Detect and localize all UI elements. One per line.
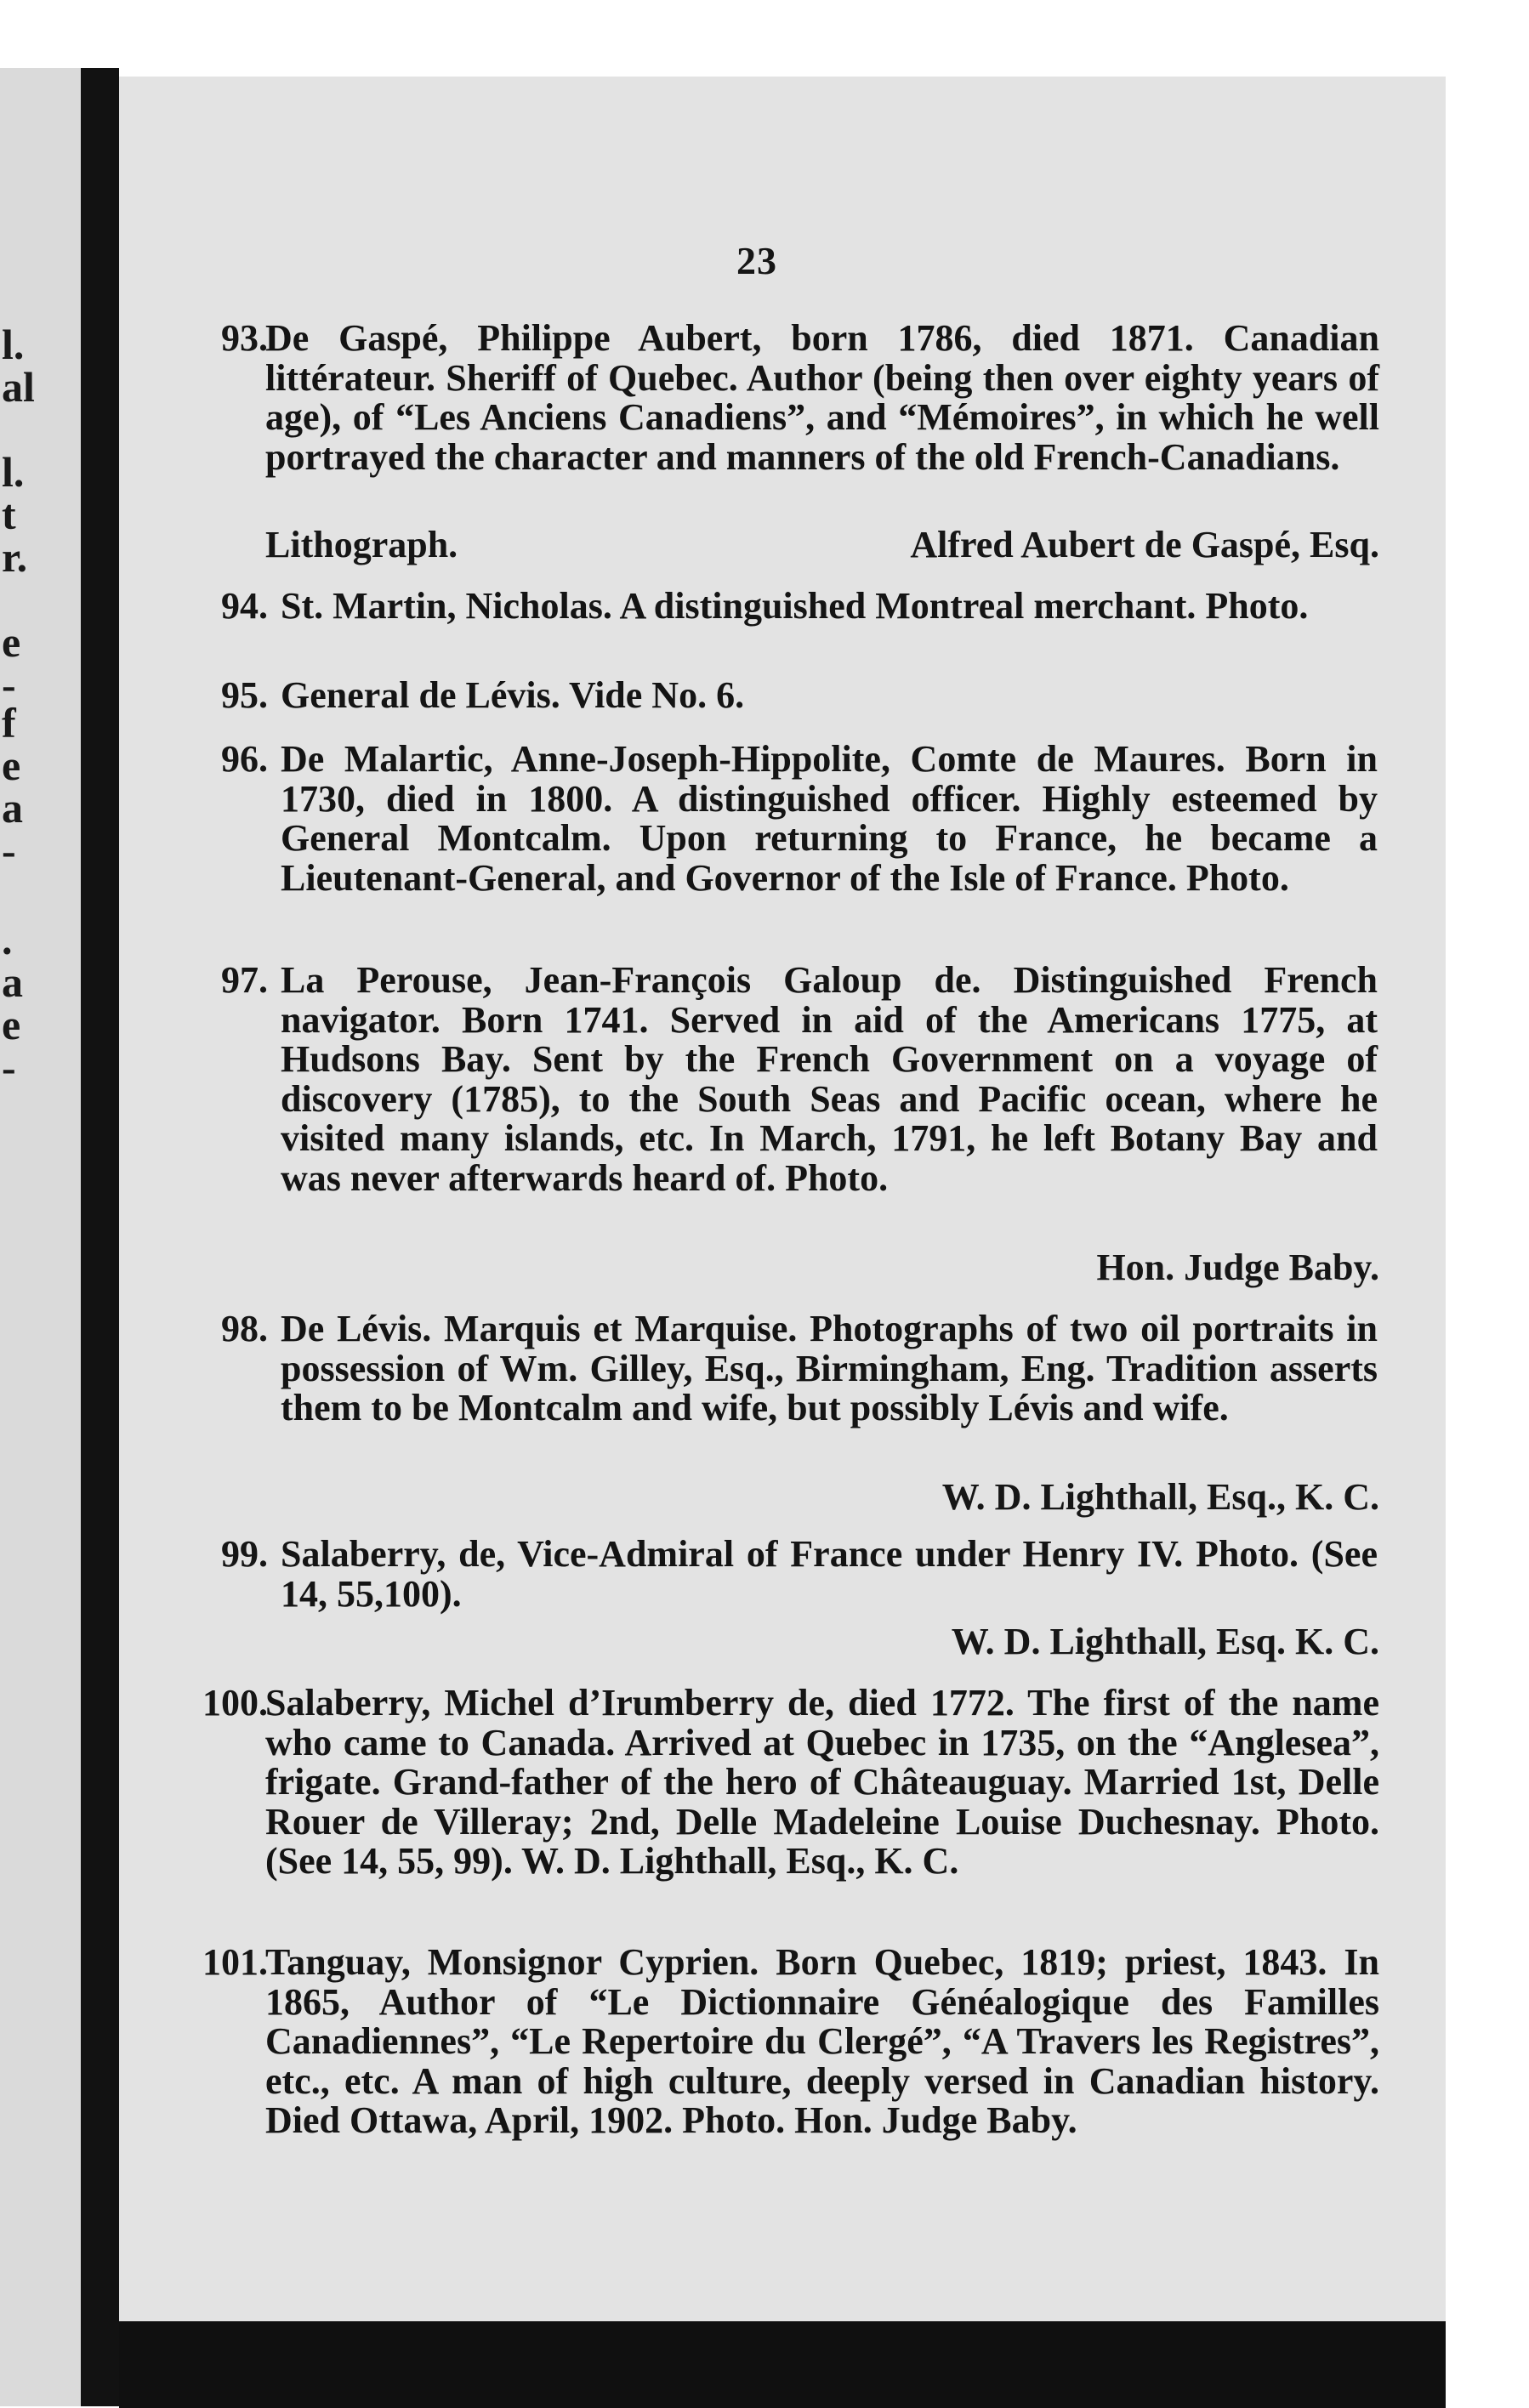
book-gutter — [81, 68, 119, 2406]
page-number: 23 — [736, 239, 777, 282]
entry-number: 94. — [221, 585, 268, 627]
margin-fragment: r. — [2, 533, 28, 581]
entry-text: General de Lévis. Vide No. 6. — [281, 674, 745, 716]
entry-credit: Alfred Aubert de Gaspé, Esq. — [910, 524, 1379, 565]
entry-number: 99. — [221, 1533, 268, 1575]
entry-credit: W. D. Lighthall, Esq., K. C. — [941, 1476, 1379, 1518]
margin-fragment: . — [2, 916, 13, 963]
entry-text: De Lévis. Marquis et Marquise. Photographs of two oil portraits in possession of Wm. Gilley, Esq., Birmingham, Eng. Tradition asserts them to be Montcalm and wife, but possibly Lévis and wife. — [281, 1308, 1378, 1428]
margin-fragment: - — [2, 661, 16, 708]
margin-fragment: - — [2, 1043, 16, 1091]
entry-number: 95. — [221, 674, 268, 716]
entry-text: La Perouse, Jean-François Galoup de. Distinguished French navigator. Born 1741. Served in aid of the Americans 1775, at Hudsons Bay. Sent by the French Government on a voyage of discovery (1785), to the South Seas and Pacific ocean, where he visited many islands, etc. In March, 1791, he left Botany Bay and was never afterwards heard of. Photo. — [281, 959, 1378, 1199]
entry-credit: W. D. Lighthall, Esq. K. C. — [951, 1621, 1379, 1662]
entry-text: Salaberry, de, Vice-Admiral of France under Henry IV. Photo. (See 14, 55,100). — [281, 1533, 1378, 1615]
entry-credit-row — [265, 523, 1379, 564]
entry-credit: Hon. Judge Baby. — [1096, 1247, 1379, 1288]
margin-fragment: a — [2, 958, 23, 1006]
margin-fragment: al — [2, 363, 35, 411]
entry-number: 101. — [202, 1941, 268, 1983]
margin-fragment: e — [2, 618, 21, 666]
margin-fragment: e — [2, 741, 21, 789]
entry-number: 96. — [221, 738, 268, 780]
facing-page-fragments — [0, 68, 81, 2406]
margin-fragment: - — [2, 826, 16, 874]
margin-fragment: t — [2, 491, 16, 538]
margin-fragment: l. — [2, 448, 25, 496]
book-page — [119, 77, 1446, 2321]
entry-number: 100. — [202, 1682, 268, 1724]
entry-number: 97. — [221, 959, 268, 1001]
margin-fragment: a — [2, 784, 23, 832]
scan-top-border — [0, 0, 1529, 68]
margin-fragment: l. — [2, 321, 25, 368]
entry-number: 93. — [221, 317, 268, 359]
scan-right-border — [1446, 68, 1529, 2408]
entry-text: St. Martin, Nicholas. A distinguished Montreal merchant. Photo. — [281, 585, 1309, 627]
entry-text: Tanguay, Monsignor Cyprien. Born Quebec, 1819; priest, 1843. In 1865, Author of “Le Dictionnaire Généalogique des Familles Canadiennes”, “Le Repertoire du Clergé”, “A Travers les Registres”, etc., etc. A man of high culture, deeply versed in Canadian history. Died Ottawa, April, 1902. Photo. Hon. Judge Baby. — [265, 1941, 1379, 2141]
entry-number: 98. — [221, 1308, 268, 1349]
entry-text: De Malartic, Anne-Joseph-Hippolite, Comte de Maures. Born in 1730, died in 1800. A distinguished officer. Highly esteemed by General Montcalm. Upon returning to France, he became a Lieutenant-General, and Governor of the Isle of France. Photo. — [281, 738, 1378, 899]
facing-page-edge — [0, 68, 81, 2406]
margin-fragment: f — [2, 699, 16, 747]
entry-medium: Lithograph. — [265, 524, 458, 565]
scan-bottom-border — [119, 2321, 1446, 2408]
entry-text: De Gaspé, Philippe Aubert, born 1786, died 1871. Canadian littérateur. Sheriff of Quebec. Author (being then over eighty years of age), of “Les Anciens Canadiens”, and “Mémoires”, in which he well portrayed the character and manners of the old French-Canadians. — [265, 317, 1379, 478]
margin-fragment: e — [2, 1001, 21, 1048]
entry-text: Salaberry, Michel d’Irumberry de, died 1772. The first of the name who came to Canada. Arrived at Quebec in 1735, on the “Anglesea”, frigate. Grand-father of the hero of Châteauguay. Married 1st, Delle Rouer de Villeray; 2nd, Delle Madeleine Louise Duchesnay. Photo. (See 14, 55, 99). W. D. Lighthall, Esq., K. C. — [265, 1682, 1379, 1882]
